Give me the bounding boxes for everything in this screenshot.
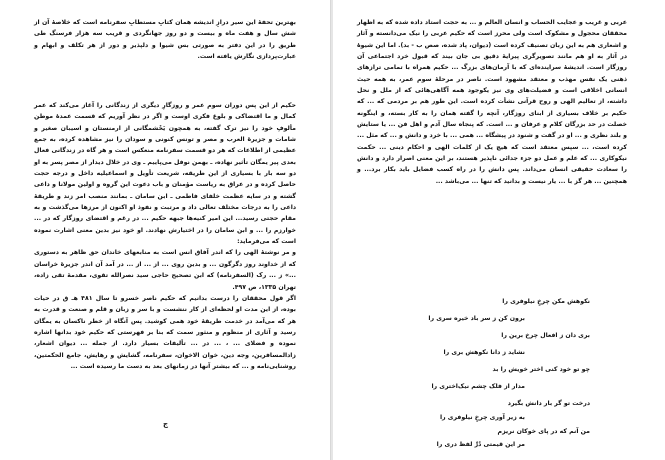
right-main-paragraph: عربی و غریب و عجایب الحساب و انسان العالم و ... به حجت استاد داده شده که به اظهار محققان محجول و مشکوک است ولی محرز است که حکیم عربی را نیک می‌دانسته و آثار و اشعاری هم به این زبان تصنیف کرده است (دیوان، پاد شده، صص ب - بد). اما این شیوهٔ در آثار به او هم مانند تصویرگری پیرایهٔ دقیق بی جان بیند که قبول خرد اجتماعی آن روزگار است. اندیشهٔ سراینده‌ای که با آرمان‌های بزرگ ... حکیم همراه با تمامی ترازهای ذهنی یک نفس مهذب و معتقد مشهود است. ناصر در مرحلهٔ سوم عمر، به همه حیث انسانی اخلاقی است و فضیلت‌های وی نیز یکوجود همه آگاهی‌هائی که از ملل و نحل داشته، از تعالیم الهی و روح قرآنی نشأت کرده است. این طور هم بر مردمی که ... که حکیم بر خلاف بسیاری از ابنای روزگار، آنچه را گفته همان را به کار بسته، و اینگونه خصلت در حد بزرگان کلام و عرفان و ... است. که پنجاه سال آدم و اهل فن ... یا ستایش و بلند نظری و ... او در گفت و شنود در پیشگاه ... همی ... با خرد و دانش و ... که مثل ... کرده است، ... سپس معتقد است که هیچ یک از کلمات الهی و احکام دینی ... حکمت نیکوکاری ... که علم و عمل دو جزء جدائی ناپذیر هستند، بر این معنی اصرار دارد و دانش را سعادت حقیقی انسان می‌داند. پس دانش را در راه کسب فضایل باید بکار برد... و همچنین ... هر گز با ... یار نیست و بدانید که تنها ... می‌باشد ... — [357, 19, 627, 185]
verse-line: نشاید ز دانا نکوهش بری را — [443, 349, 525, 356]
verse-line: نکوهش مکن چرخِ نیلوفری را — [502, 298, 590, 305]
verse-line: چو تو خود کنی اختر خویش را بد — [492, 366, 590, 373]
page-marker: ج — [162, 420, 169, 428]
right-page — [333, 0, 665, 460]
left-quote: و مر نوشتهٔ الهی را که اندر آفاق انس است به منابعهای خاندان حق ظاهر به دستوری که از خداوند روز دگرگون ... و بدین روی ... از ... از ... در آمد آن اندر جزیرهٔ خراسان ...» ز ... رک (السفرنامه) که ابن تصحیح حاجی سید نصرالله تقوی، مقدمهٔ تقی زاده، تهران ۱۳۳۵، ص ۴۹۷. — [34, 249, 296, 291]
left-main-text — [34, 100, 296, 372]
verse-line: بری دان ز افعال چرخ برین را — [501, 332, 590, 339]
verse-line: مدار از فلک چشم نیک‌اختری را — [431, 383, 525, 390]
verse-line: مر این قیمتی دُرِّ لفظ دری را — [436, 441, 525, 448]
left-page — [0, 0, 331, 460]
verse-line: من آنم که در پای خوکان نریزم — [497, 428, 590, 435]
verse-line: درخت تو گر بار دانش بگیرد — [507, 400, 590, 407]
poem — [333, 298, 665, 448]
left-main-paragraph: حکیم از این پس دوران سوم عمر و روزگارِ دیگری از زندگانی را آغاز می‌کند که عمر کمال و ما اقتضاکی و بلوغ فکری اوست و اگر در نظر آوریم که قسمت عمدهٔ موطن مألوفِ خود را نیز ترک گفته، به همچون یَحْشمگانی از ارمنستان و اسیبان صغیر و شامات و جزیرهٔ العرب و مصر و تونس کنونی و سودان را نیز مشاهده کرده، به جمع عظیمی از اطلاعات که هر دو قسمت سفرنامه منعکس است و هر گاه در زندگانی فعال بعدی پیر یمگان تأثیر نهاده، ـ بهمن نوفل می‌پاییم ـ وی در خلال دیدار از مصر پسر به او دو سه بار با بسیاری از این طریقه، شریعت تأویل و اسماعیلیه داخل و درجه حجت حاصل کرده و در عراق به ریاست مؤمنان و باب دعوت این گروه و اولین مولانا و داعی گشته و در سایه عظمت خلفای فاطمی ـ ابن سامان ـ بمانند منصب امر زند و طریقهٔ داعی را به درجات مختلف تعالی داد و مرتبت و نفوذ او اکنون از مرزها می‌گذشت و به مقام حجتی رسید... این امیر کنیه‌ها جبهه حکیم ... در رغم و اقتضای روزگار که در ... خوارزم را ... و ابن سامان را در اختیارش نهادند. او خود نیز بدین معنی اشارت نموده است که می‌فرماید: — [34, 102, 296, 246]
verse-line: به زیر آوری چرخِ نیلوفری را — [439, 414, 525, 421]
left-top-paragraph: بهترین تحفهٔ این سیر درازِ اندیشه همان کتابِ مستطابِ سفرنامه است که خلاصهٔ آن از شش سال و هفت ماه و بیست و دو روز جهانگردی و قریب سه هزار فرسنگ طی طریق را در این دفتر به صورتی بس شیوا و دلپذیر و دور از هر تکلف و ابهام و عبارت‌پردازی نگارش یافته است. — [34, 19, 296, 61]
verse-line: برون کن ز سر باد خیره سری را — [428, 315, 525, 322]
left-closing-paragraph: اگر قول محققان را درست بدانیم که حکیم ناصر خسرو تا سال ۴۸۱ هـ ق در حیات بوده، از این مدت او لحظه‌ای از کار ننشست و با سر و زبان و قلم و صنعت و قدرت به هر که می‌آمد در خدمت طریقهٔ خود همی کوشید. پس آنگاه از خطر ناکسان به یمگان رسید و آثاری از منظوم و منثور سمت که بنا بر فهرستی که حکیم خود بدانها اشاره نموده و فضلای ... ، ... در ... تألیفات بسیار دارد. از جمله ... دیوان اشعار، زادالمسافرین، وجه دین، خوان الاخوان، سفرنامه، گشایش و رهایش، جامع الحکمتین، روشنایی‌نامه و ... که بیشتر آنها در زمانهای بعد به دست ما رسیده است ... — [34, 294, 296, 370]
